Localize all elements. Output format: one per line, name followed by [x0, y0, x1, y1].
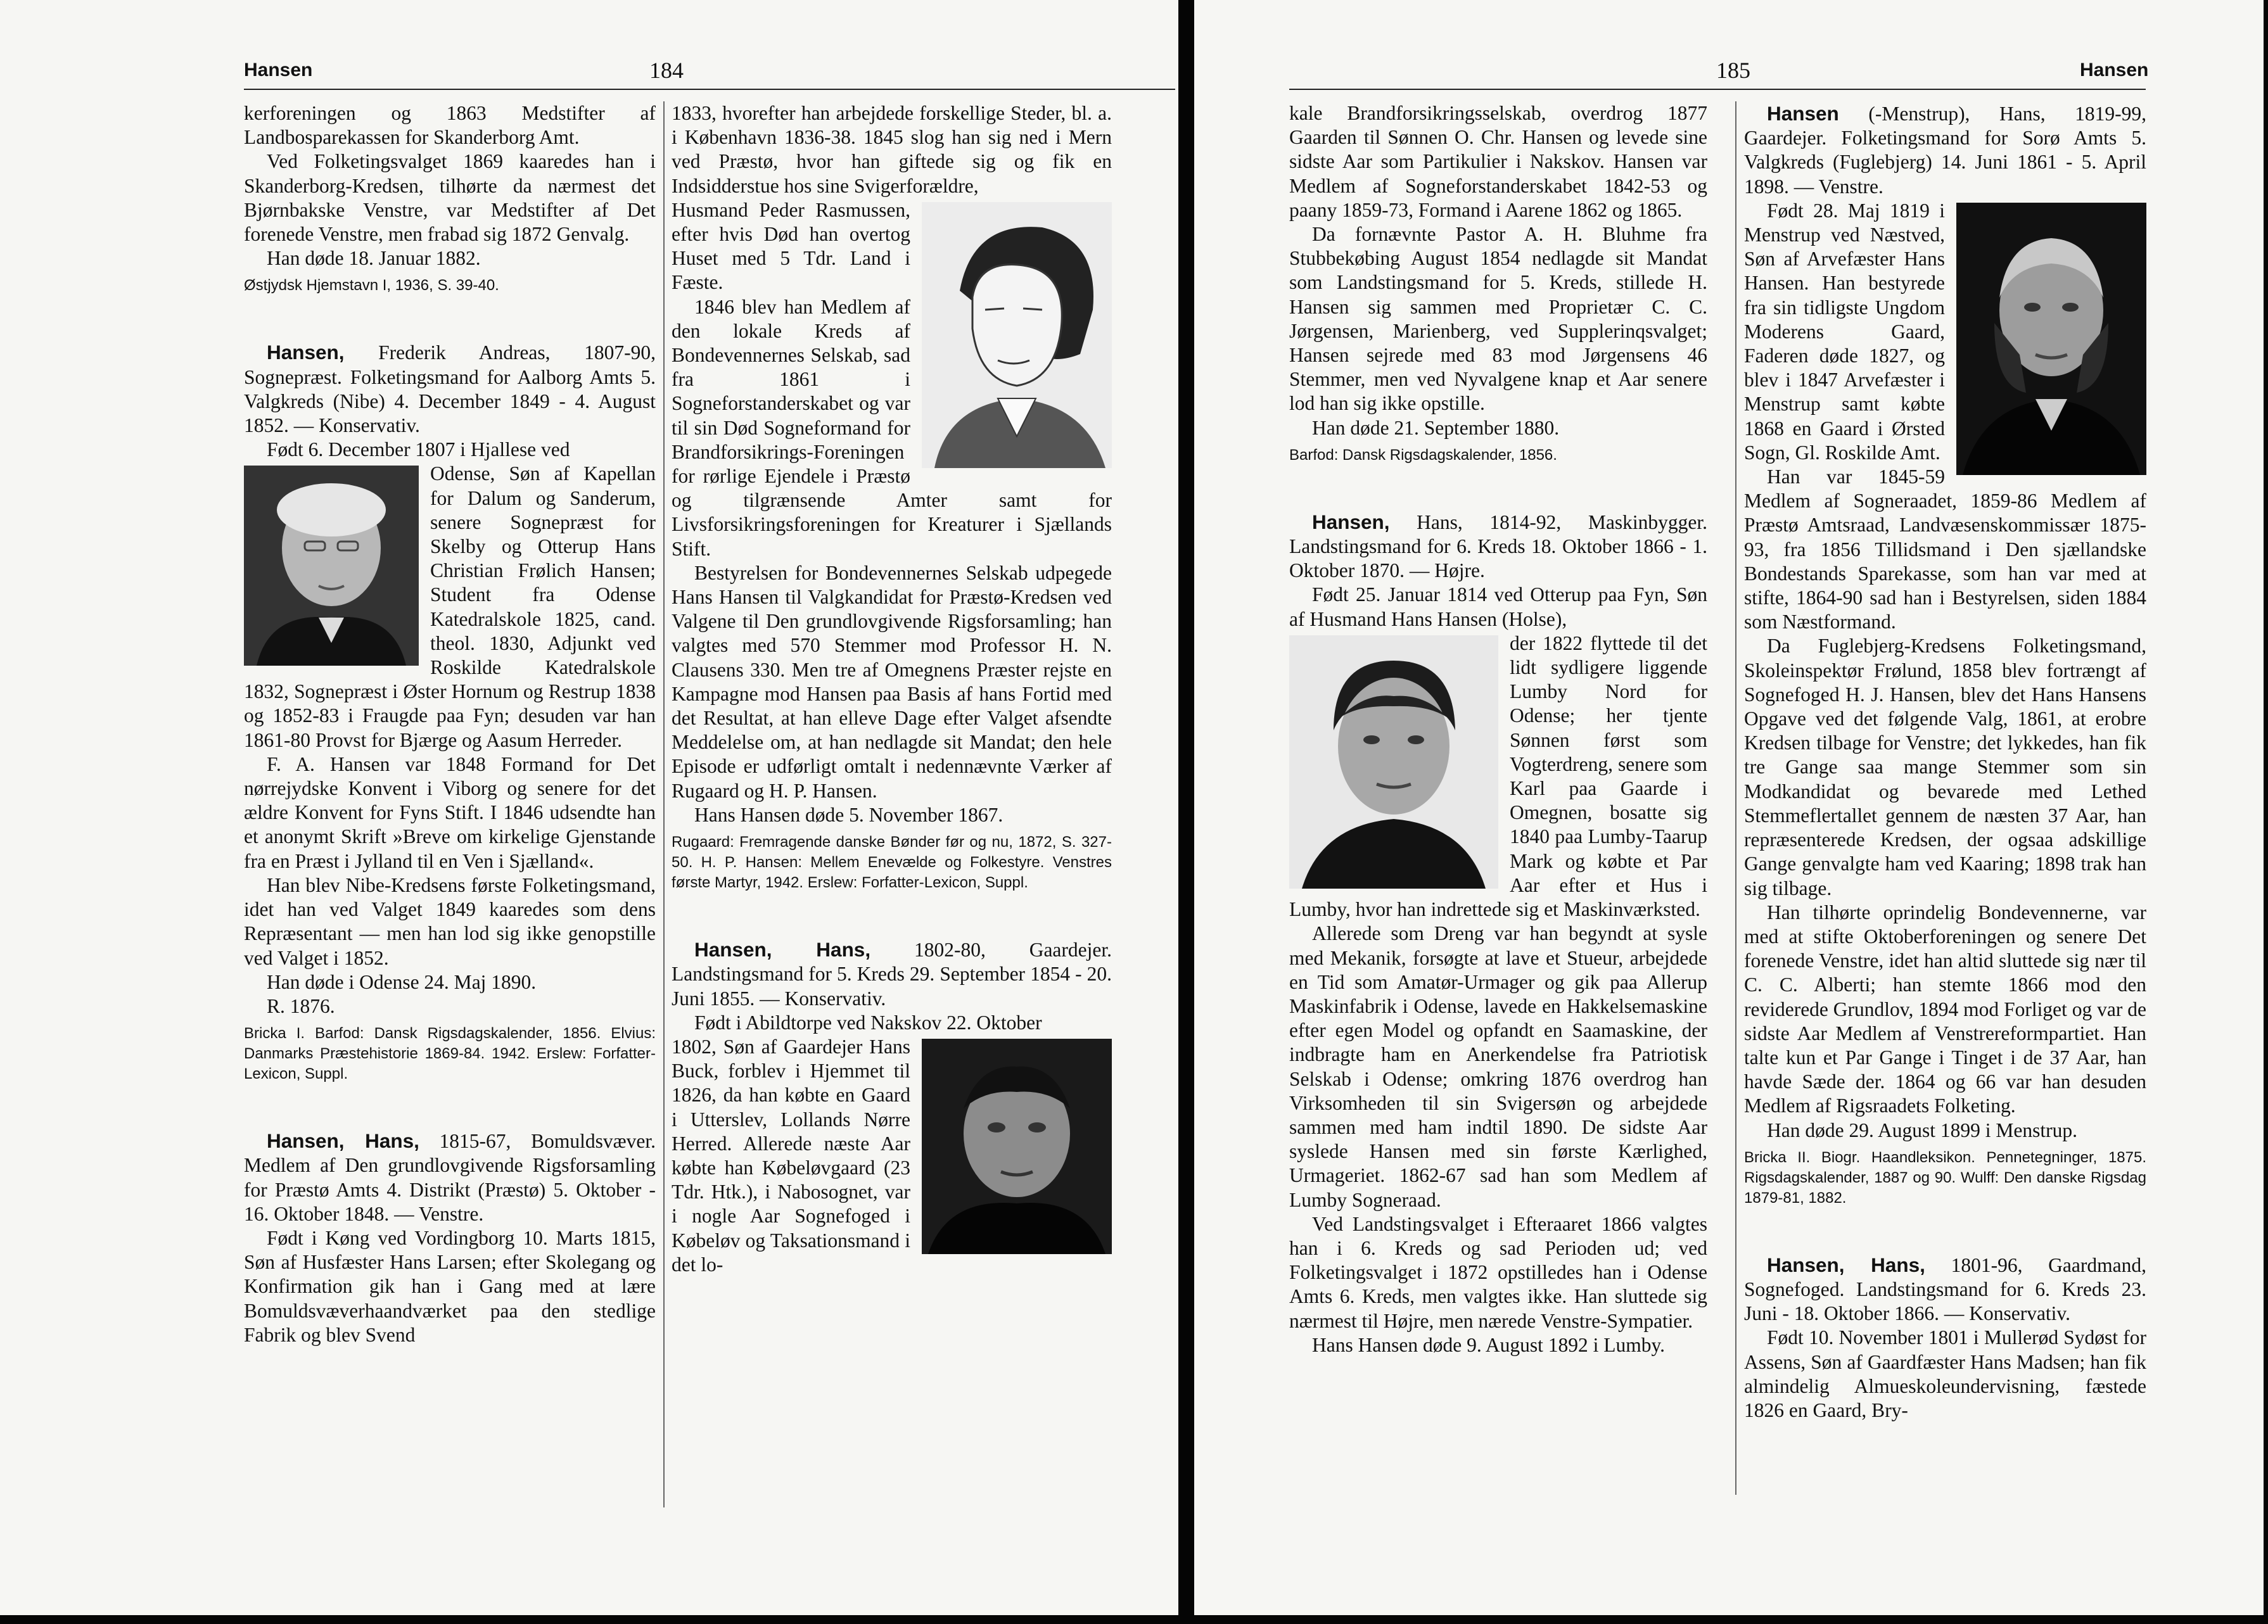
page-number: 184 — [649, 58, 684, 83]
paragraph: Han tilhørte oprindelig Bondevennerne, var med at stifte Oktoberforeningen og senere Det forenede Venstre, idet han altid sluttede sig nær til C. C. Alberti; han stemte 1866 mod den reviderede Grundlov, 1894 mod Forliget og var de sidste Aar Medlem af Venstrereformpartiet. Han talte kun et Par Gange i Tinget i de 37 Aar, han havde Sæde der. 1864 og 66 var han desuden Medlem af Rigsraadets Folketing. — [1744, 901, 2146, 1117]
paragraph: Født 10. November 1801 i Mullerød Sydøst for Assens, Søn af Gaardfæster Hans Madsen; han fik almindelig Almueskoleundervisning, fæstede 1826 en Gaard, Bry- — [1744, 1326, 2146, 1421]
paragraph: 1802, Søn af Gaardejer Hans Buck, forblev i Hjemmet til 1826, da han købte en Gaard i Utterslev, Lollands Nørre Herred. Allerede næste Aar købte han Købeløvgaard (23 Tdr. Htk.), i Nabosognet, var i nogle Aar Sognefoged i Købeløv og Taksationsmand i det lo- — [672, 1035, 910, 1276]
portrait-photo — [1956, 203, 2146, 475]
entry-name: Hansen, Hans, — [694, 938, 871, 961]
portrait-photo — [922, 1039, 1112, 1254]
paragraph: F. A. Hansen var 1848 Formand for Det nørrejydske Konvent i Viborg og senere for det ældre Konvent for Fyns Stift. I 1846 udsendte han et anonymt Skrift »Breve om kirkelige Gjenstande fra en Præst i Jylland til en Ven i Sjælland«. — [244, 752, 656, 872]
entry-heading: Hansen, Hans, 1802-80, Gaardejer. Landstingsmand for 5. Kreds 29. September 1854 - 20. Juni 1855. — Konservativ. — [672, 938, 1112, 1010]
right-page-header — [1194, 57, 2264, 87]
paragraph: Han døde 29. August 1899 i Menstrup. — [1767, 1119, 2077, 1141]
references: Bricka I. Barfod: Dansk Rigsdagskalender, 1856. Elvius: Danmarks Præstehistorie 1869-84. 1942. Erslew: Forfatter-Lexicon, Suppl. — [244, 1025, 656, 1083]
paragraph: R. 1876. — [267, 994, 335, 1017]
entry-heading: Hansen, Hans, 1814-92, Maskinbygger. Landstingsmand for 6. Kreds 18. Oktober 1866 - 1. Oktober 1870. — Højre. — [1289, 510, 1707, 582]
paragraph: Han døde i Odense 24. Maj 1890. — [267, 970, 537, 993]
left-page-header — [0, 57, 1178, 87]
entry-heading: Hansen (-Menstrup), Hans, 1819-99, Gaardejer. Folketingsmand for Sorø Amts 5. Valgkreds (Fuglebjerg) 14. Juni 1861 - 5. April 1898. — Venstre. — [1744, 102, 2146, 198]
column-divider — [1735, 101, 1736, 1495]
portrait-drawing — [922, 202, 1112, 468]
header-rule — [244, 89, 1175, 90]
entry-heading: Hansen, Hans, 1815-67, Bomuldsvæver. Medlem af Den grundlovgivende Rigsforsamling for Præstø Amts 4. Distrikt (Præstø) 5. Oktober - 16. Oktober 1848. — Venstre. — [244, 1129, 656, 1225]
paragraph: kerforeningen og 1863 Medstifter af Landbosparekassen for Skanderborg Amt. — [244, 102, 656, 149]
paragraph: Hans Hansen døde 9. August 1892 i Lumby. — [1312, 1333, 1666, 1356]
portrait-photo — [244, 466, 419, 666]
paragraph: Allerede som Dreng var han begyndt at sysle med Mekanik, forsøgte at lave et Stueur, arbejdede en Tid som Amatør-Urmager og gik paa Allerup Maskinfabrik i Odense, lavede en Hakkelsemaskine efter egen Model og opfandt en Saamaskine, der indbragte ham en Anerkendelse fra Patriotisk Selskab i Odense; omkring 1876 overdrog han Virksomheden til sin Svigersøn og arbejdede sammen med ham indtil 1890. De sidste Aar syslede Hansen med sin første Kærlighed, Urmageriet. 1862-67 sad han som Medlem af Lumby Sogneraad. — [1289, 922, 1707, 1211]
portrait-photo — [1289, 635, 1498, 889]
running-head: Hansen — [244, 60, 313, 80]
column-divider — [663, 101, 665, 1507]
page-number: 185 — [1716, 58, 1750, 83]
paragraph: Født 6. December 1807 i Hjallese ved — [267, 438, 570, 461]
right-page — [1194, 0, 2264, 1615]
references: Bricka II. Biogr. Haandleksikon. Pennetegninger, 1875. Rigsdagskalender, 1887 og 90. Wulff: Den danske Rigsdag 1879-81, 1882. — [1744, 1148, 2146, 1207]
paragraph: kale Brandforsikringsselskab, overdrog 1877 Gaarden til Sønnen O. Chr. Hansen og levede sine sidste Aar som Partikulier i Nakskov. Hansen var Medlem af Sogneforstanderskabet 1842-53 og paany 1859-73, Formand i Aarene 1862 og 1865. — [1289, 102, 1707, 221]
paragraph: Odense, Søn af Kapellan for Dalum og Sanderum, senere Sognepræst for Skelby og Otterup Hans Christian Frølich Hansen; Student fra Odense Katedralskole 1825, cand. theol. 1830, Adjunkt ved Roskilde Katedralskole 1832, Sognepræst i Øster Hornum og Restrup 1838 og 1852-83 i Fraugde paa Fyn; desuden var han 1861-80 Provst for Bjærge og Aasum Herreder. — [244, 462, 656, 751]
right-column-1 — [1289, 101, 1707, 1357]
paragraph: Da Fuglebjerg-Kredsens Folketingsmand, Skoleinspektør Frølund, 1858 blev fortrængt af Sognefoged H. J. Hansen, blev det Hans Hansens Opgave ved det følgende Valg, 1861, at erobre Kredsen tilbage for Venstre; det lykkedes, han fik tre Gange saa mange Stemmer som sin Modkandidat og bevarede med Lethed Stemmeflertallet gennem de næsten 37 Aar, han repræsenterede Kredsen, der ogsaa adskillige Gange genvalgte ham ved Kaaring; 1898 trak han sig tilbage. — [1744, 635, 2146, 899]
paragraph: Ved Folketingsvalget 1869 kaaredes han i Skanderborg-Kredsen, tilhørte da nærmest det Bjørnbakske Venstre, var Medstifter af Det forenede Venstre, men frabad sig 1872 Genvalg. — [244, 150, 656, 246]
portrait-image — [922, 1039, 1112, 1254]
paragraph: Født 28. Maj 1819 i Menstrup ved Næstved, Søn af Arvefæster Hans Hansen. Han bestyrede fra sin tidligste Ungdom Moderens Gaard, Faderen døde 1827, og blev i 1847 Arvefæster i Menstrup samt købte 1868 en Gaard i Ørsted Sogn, Gl. Roskilde Amt. — [1744, 199, 1945, 464]
paragraph: 1833, hvorefter han arbejdede forskellige Steder, bl. a. i København 1836-38. 1845 slog han sig ned i Mern ved Præstø, hvor han giftede sig og fik en Indsidderstue hos sine Svigerforældre, — [672, 102, 1112, 197]
paragraph: Født 25. Januar 1814 ved Otterup paa Fyn, Søn af Husmand Hans Hansen (Holse), — [1289, 583, 1707, 630]
paragraph: Bestyrelsen for Bondevennernes Selskab udpegede Hans Hansen til Valgkandidat for Præstø-Kredsen ved Valgene til Den grundlovgivende Rigsforsamling; han valgtes med 570 Stemmer mod Professor H. N. Clausens 330. Men tre af Omegnens Præster rejste en Kampagne mod Hansen paa Basis af hans Fortid med det Resultat, at han elleve Dage efter Valget afsendte Meddelelse om, at han nedlagde sit Mandat; den hele Episode er udførligt omtalt i nedennævnte Værker af Rugaard og H. P. Hansen. — [672, 561, 1112, 802]
entry-heading: Hansen, Hans, 1801-96, Gaardmand, Sognefoged. Landstingsmand for 6. Kreds 23. Juni - 18. Oktober 1866. — Konservativ. — [1744, 1253, 2146, 1325]
header-rule — [1289, 89, 2146, 90]
paragraph: 1846 blev han Medlem af den lokale Kreds af Bondevennernes Selskab, sad fra 1861 i Sogneforstanderskabet og var til sin Død Sogneformand for Brandforsikrings-Foreningen for rørlige Ejendele i Præstø og tilgrænsende Amter samt for Livsforsikringsforeningen for Kreaturer i Sjællands Stift. — [672, 295, 1112, 560]
paragraph: Han døde 18. Januar 1882. — [267, 247, 481, 270]
entry-name: Hansen, — [267, 341, 345, 364]
portrait-image — [1289, 635, 1498, 889]
paragraph: Hans Hansen døde 5. November 1867. — [694, 803, 1003, 826]
entry-name: Hansen, — [1312, 510, 1390, 533]
paragraph: Født i Abildtorpe ved Nakskov 22. Oktober — [694, 1011, 1042, 1034]
portrait-image — [1956, 203, 2146, 475]
paragraph: Ved Landstingsvalget i Efteraaret 1866 valgtes han i 6. Kreds og sad Perioden ud; ved Folketingsvalget i 1872 opstilledes han i Odense Amts 6. Kreds, men valgtes ikke. Han sluttede sig nærmest til Højre, men nærede Venstre-Sympatier. — [1289, 1212, 1707, 1332]
left-column-1 — [244, 101, 656, 1347]
entry-name: Hansen, Hans, — [267, 1129, 419, 1153]
paragraph: Da fornævnte Pastor A. H. Bluhme fra Stubbekøbing August 1854 nedlagde sit Mandat som Landstingsmand for 5. Kreds, stillede H. Hansen sig sammen med Proprietær C. C. Jørgensen, Marienberg, ved Supplerinqsvalget; Hansen sejrede med 83 mod Jørgensens 46 Stemmer, men ved Nyvalgene knap et Aar senere lod han sig ikke opstille. — [1289, 223, 1707, 415]
references: Østjydsk Hjemstavn I, 1936, S. 39-40. — [244, 277, 499, 295]
right-column-2 — [1744, 101, 2146, 1423]
paragraph: Han var 1845-59 Medlem af Sogneraadet, 1859-86 Medlem af Præstø Amtsraad, Landvæsenskommissær 1875-93, fra 1856 Tillidsmand i Den sjællandske Bondestands Sparekasse, som han var med at stifte, 1864-90 sad han i Bestyrelsen, siden 1884 som Næstformand. — [1744, 466, 2146, 633]
entry-name: Hansen, Hans, — [1767, 1253, 1925, 1276]
references: Rugaard: Fremragende danske Bønder før og nu, 1872, S. 327-50. H. P. Hansen: Mellem Enevælde og Folkestyre. Venstres første Martyr, 1942. Erslew: Forfatter-Lexicon, Suppl. — [672, 834, 1112, 892]
portrait-image — [244, 466, 419, 666]
references: Barfod: Dansk Rigsdagskalender, 1856. — [1289, 446, 1557, 464]
portrait-image — [922, 202, 1112, 468]
paragraph: Han blev Nibe-Kredsens første Folketingsmand, idet han ved Valget 1849 kaaredes som dens Repræsentant — men han lod sig ikke genopstille ved Valget i 1852. — [244, 873, 656, 969]
paragraph: Født i Køng ved Vordingborg 10. Marts 1815, Søn af Husfæster Hans Larsen; efter Skolegang og Konfirmation gik han i Gang med at lære Bomuldsvæverhaandværket paa den stedlige Fabrik og blev Svend — [244, 1226, 656, 1346]
left-column-2 — [672, 101, 1112, 1277]
paragraph: der 1822 flyttede til det lidt sydligere liggende Lumby Nord for Odense; her tjente Sønnen først som Vogterdreng, senere som Karl paa Gaarde i Omegnen, bosatte sig 1840 paa Lumby-Taarup Mark og købte et Par Aar efter et Hus i Lumby, hvor han indrettede sig et Maskinværksted. — [1289, 631, 1707, 921]
paragraph: Han døde 21. September 1880. — [1312, 416, 1560, 439]
paragraph: Husmand Peder Rasmussen, efter hvis Død han overtog Huset med 5 Tdr. Land i Fæste. — [672, 198, 910, 294]
entry-name: Hansen — [1767, 102, 1839, 125]
running-head: Hansen — [2080, 60, 2149, 80]
entry-heading: Hansen, Frederik Andreas, 1807-90, Sognepræst. Folketingsmand for Aalborg Amts 5. Valgkreds (Nibe) 4. December 1849 - 4. August 1852. — Konservativ. — [244, 341, 656, 437]
